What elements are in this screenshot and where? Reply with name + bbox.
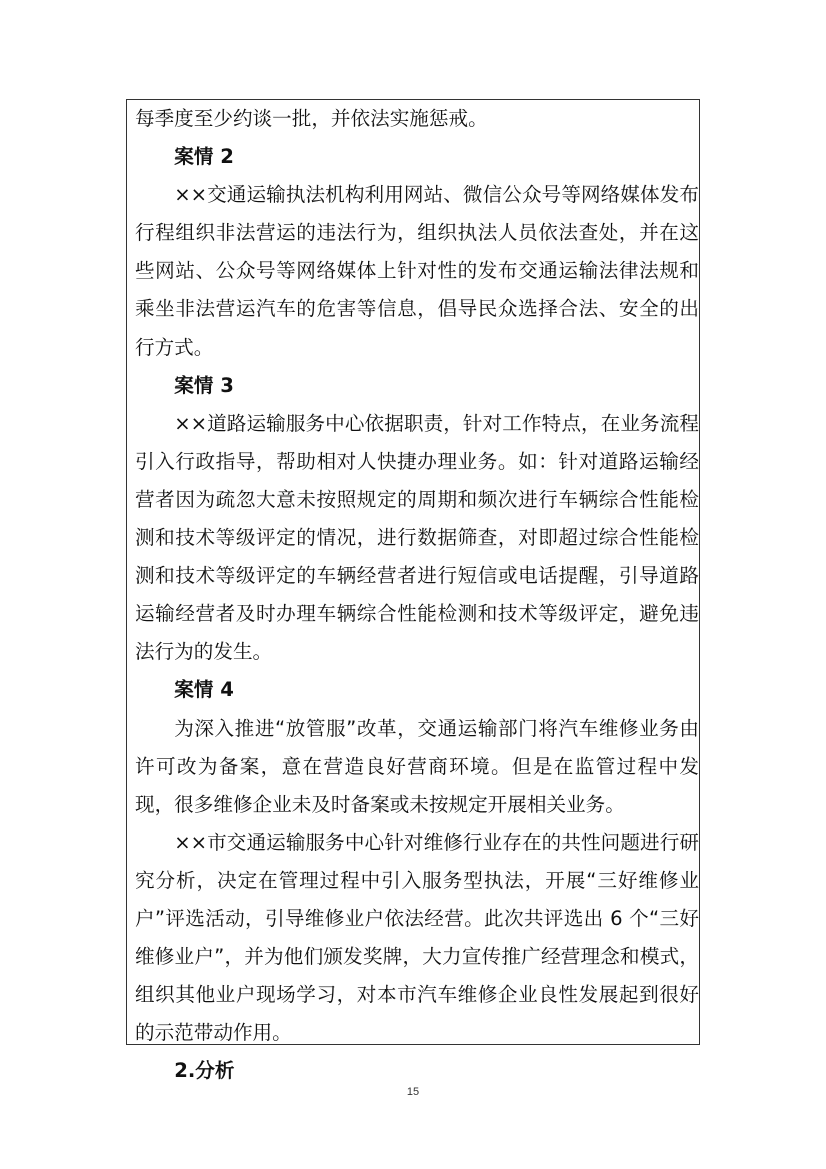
paragraph: 为深入推进“放管服”改革，交通运输部门将汽车维修业务由许可改为备案，意在营造良好营商环境。但是在监管过程中发现，很多维修企业未及时备案或未按规定开展相关业务。 [135, 716, 699, 816]
page-number: 15 [406, 1086, 420, 1098]
case-heading: 案情 2 [174, 145, 234, 169]
paragraph: ××市交通运输服务中心针对维修行业存在的共性问题进行研究分析，决定在管理过程中引入服务型执法，开展“三好维修业户”评选活动，引导维修业户依法经营。此次共评选出 6 个“三好维修业户”，并为他们颁发奖牌，大力宣传推广经营理念和模式，组织其他业户现场学习，对本市汽车维修企业良性发展起到很好的示范带动作用。 [135, 830, 699, 1045]
paragraph: ××道路运输服务中心依据职责，针对工作特点，在业务流程引入行政指导，帮助相对人快捷办理业务。如：针对道路运输经营者因为疏忽大意未按照规定的周期和频次进行车辆综合性能检测和技术等级评定的情况，进行数据筛查，对即超过综合性能检测和技术等级评定的车辆经营者进行短信或电话提醒，引导道路运输经营者及时办理车辆综合性能检测和技术等级评定，避免违法行为的发生。 [135, 411, 699, 664]
document-body [135, 100, 699, 1090]
content-table-cell [126, 99, 700, 1083]
case-heading: 案情 4 [174, 678, 234, 702]
paragraph: ××交通运输执法机构利用网站、微信公众号等网络媒体发布行程组织非法营运的违法行为，组织执法人员依法查处，并在这些网站、公众号等网络媒体上针对性的发布交通运输法律法规和乘坐非法营运汽车的危害等信息，倡导民众选择合法、安全的出行方式。 [135, 183, 699, 359]
section-heading: 2.分析 [174, 1059, 235, 1083]
paragraph: 每季度至少约谈一批，并依法实施惩戒。 [135, 107, 488, 130]
case-heading: 案情 3 [174, 373, 234, 397]
